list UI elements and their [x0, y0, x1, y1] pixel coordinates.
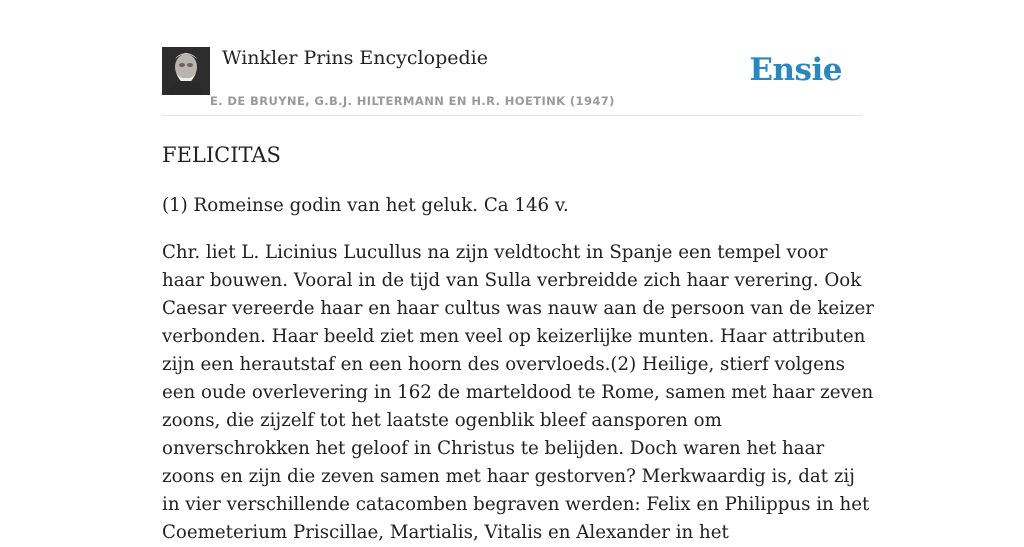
article-paragraph: Chr. liet L. Licinius Lucullus na zijn veldtocht in Spanje een tempel voor haar bouwen. Vooral in de tijd van Sulla verbreidde zich haar verering. Ook Caesar vereerde haar en haar cultus was nauw aan de persoon van de keizer verbonden. Haar beeld ziet men veel op keizerlijke munten. Haar attributen zijn een herautstaf en een hoorn des overvloeds.(2) Heilige, stierf volgens een oude overlevering in 162 de marteldood te Rome, samen met haar zeven zoons, die zijzelf tot het laatste ogenblik bleef aansporen om onverschrokken het geloof in Christus te belijden. Doch waren het haar zoons en zijn die zeven samen met haar gestorven? Merkwaardig is, dat zij in vier verschillende catacomben begraven werden: Felix en Philippus in het Coemeterium Priscillae, Martialis, Vitalis en Alexander in het: [162, 242, 874, 543]
header-divider: [162, 115, 862, 116]
article-title: FELICITAS: [162, 143, 281, 167]
author-avatar[interactable]: [162, 47, 210, 95]
brand-logo[interactable]: Ensie: [749, 52, 842, 88]
source-title[interactable]: Winkler Prins Encyclopedie: [222, 47, 488, 69]
source-authors: E. DE BRUYNE, G.B.J. HILTERMANN EN H.R. HOETINK (1947): [210, 94, 615, 108]
portrait-icon: [162, 47, 210, 95]
article-paragraph: (1) Romeinse godin van het geluk. Ca 146 v.: [162, 195, 569, 216]
